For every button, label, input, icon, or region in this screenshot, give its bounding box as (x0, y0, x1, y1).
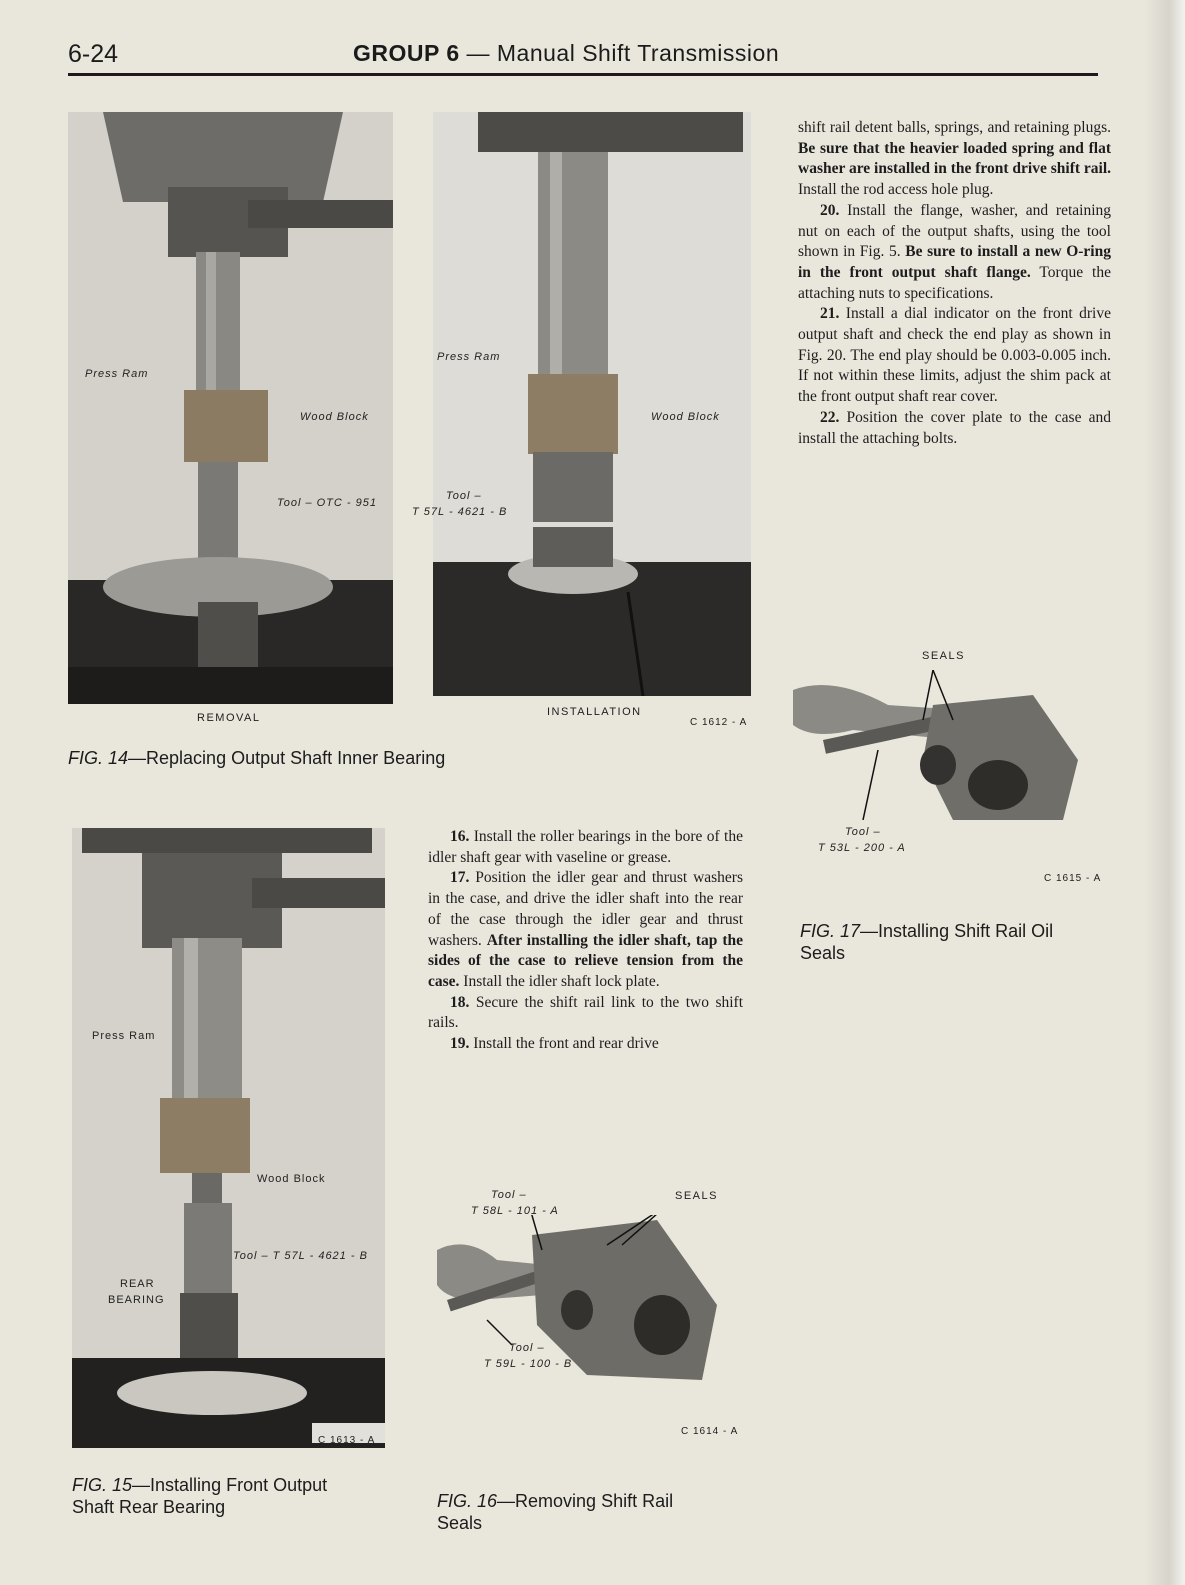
fig17-number: FIG. 17 (800, 921, 861, 941)
step-number: 20. (820, 201, 840, 219)
text-run: Torque the attaching nuts to specifications. (798, 263, 1111, 302)
transmission-case-illustration (437, 1215, 732, 1395)
fig17-seals-label: SEALS (922, 650, 965, 662)
fig17-photo (793, 670, 1083, 820)
step-number: 18. (450, 993, 470, 1011)
fig14-removal-label: REMOVAL (197, 712, 261, 724)
fig14-removal-photo (68, 112, 393, 704)
text-run: Install the rod access hole plug. (798, 181, 994, 199)
text-run: Position the cover plate to the case and install the attaching bolts. (798, 408, 1111, 447)
fig14-number: FIG. 14 (68, 748, 129, 768)
fig14-installation-photo (433, 112, 751, 696)
fig16-caption (437, 1490, 757, 1534)
fig17-code: C 1615 - A (1044, 873, 1102, 884)
callout-press-ram-right: Press Ram (437, 351, 501, 363)
fig17-caption-text-2: Seals (800, 943, 846, 963)
step-16 (428, 827, 743, 868)
fig16-seals-label: SEALS (675, 1190, 718, 1202)
fig15-caption-text-2: Shaft Rear Bearing (72, 1497, 226, 1517)
step-number: 21. (820, 305, 840, 323)
step-number: 16. (450, 828, 470, 845)
fig15-caption (72, 1474, 402, 1518)
fig14-caption (68, 747, 668, 769)
fig16-code: C 1614 - A (681, 1426, 739, 1437)
callout-fig16-tool-bottom-2: T 59L - 100 - B (484, 1358, 573, 1370)
callout-press-ram-fig15: Press Ram (92, 1030, 156, 1042)
running-title (353, 40, 779, 67)
page-number: 6-24 (68, 40, 119, 68)
bold-run: After installing the idler shaft, tap the sides of the case to relieve tension from the case. (428, 931, 744, 990)
step-18 (428, 993, 743, 1034)
text-run: Position the idler gear and thrust washers in the case, and drive the idler shaft into the rear of the case through the idler gear and thrust washers. (428, 869, 743, 949)
paragraph-continuation (798, 118, 1111, 201)
callout-rear-bearing-1: REAR (120, 1278, 155, 1290)
callout-tool-left: Tool – OTC - 951 (277, 497, 377, 509)
callout-rear-bearing-2: BEARING (108, 1294, 165, 1306)
callout-tool-fig15: Tool – T 57L - 4621 - B (233, 1250, 368, 1262)
fig16-caption-text-2: Seals (437, 1513, 483, 1533)
group-label: GROUP 6 (353, 40, 460, 66)
fig14-code: C 1612 - A (690, 717, 748, 728)
step-20 (798, 201, 1111, 305)
header-rule (68, 73, 1098, 76)
fig16-photo (437, 1215, 732, 1395)
step-19 (428, 1034, 743, 1055)
step-21 (798, 304, 1111, 408)
text-run: Install a dial indicator on the front drive output shaft and check the end play as shown in Fig. 20. The end play should be 0.003-0.005 inch. If not within these limits, adjust the shim pack at the front output shaft rear cover. (798, 305, 1111, 406)
page-header (68, 36, 1098, 72)
step-number: 19. (450, 1035, 470, 1053)
fig15-code: C 1613 - A (318, 1435, 376, 1446)
callout-fig17-tool-2: T 53L - 200 - A (818, 842, 906, 854)
text-run: Install the idler shaft lock plate. (459, 972, 660, 990)
fig15-number: FIG. 15 (72, 1475, 133, 1495)
callout-tool-right-1: Tool – (446, 490, 482, 502)
right-column-text (798, 118, 1111, 449)
press-illustration (72, 828, 385, 1448)
section-title: Manual Shift Transmission (496, 40, 780, 66)
fig16-number: FIG. 16 (437, 1491, 498, 1511)
page-edge-shadow (1145, 0, 1185, 1585)
fig14-caption-text: —Replacing Output Shaft Inner Bearing (128, 748, 446, 768)
text-run: Install the roller bearings in the bore of the idler shaft gear with vaseline or grease. (428, 828, 743, 866)
callout-fig16-tool-top-2: T 58L - 101 - A (471, 1205, 559, 1217)
callout-wood-block-fig15: Wood Block (257, 1173, 326, 1185)
text-run: Secure the shift rail link to the two shift rails. (428, 993, 743, 1032)
text-run: shift rail detent balls, springs, and retaining plugs. (798, 119, 1111, 136)
callout-wood-block-right: Wood Block (651, 411, 720, 423)
text-run: Install the front and rear drive (469, 1035, 659, 1053)
transmission-case-illustration (793, 670, 1083, 820)
step-number: 22. (820, 408, 840, 426)
callout-tool-right-2: T 57L - 4621 - B (412, 506, 508, 518)
callout-fig17-tool-1: Tool – (845, 826, 881, 838)
middle-column-text (428, 827, 743, 1055)
step-17 (428, 868, 743, 992)
bold-run: Be sure that the heavier loaded spring and flat washer are installed in the front drive shift rail. (798, 139, 1112, 178)
step-number: 17. (450, 869, 470, 887)
callout-fig16-tool-top-1: Tool – (491, 1189, 527, 1201)
press-illustration (433, 112, 751, 696)
bold-run: Be sure to install a new O-ring in the front output shaft flange. (798, 243, 1111, 281)
fig17-caption (800, 920, 1100, 964)
callout-fig16-tool-bottom-1: Tool – (509, 1342, 545, 1354)
callout-wood-block-left: Wood Block (300, 411, 369, 423)
fig15-photo (72, 828, 385, 1448)
step-22 (798, 408, 1111, 449)
press-illustration (68, 112, 393, 704)
callout-press-ram-left: Press Ram (85, 368, 149, 380)
text-run: Install the flange, washer, and retaining nut on each of the output shafts, using the tool shown in Fig. 5. (798, 201, 1111, 261)
fig16-caption-text: —Removing Shift Rail (497, 1491, 674, 1511)
fig17-caption-text: —Installing Shift Rail Oil (860, 921, 1054, 941)
title-separator: — (459, 40, 497, 66)
fig15-caption-text: —Installing Front Output (132, 1475, 328, 1495)
fig14-installation-label: INSTALLATION (547, 706, 642, 718)
